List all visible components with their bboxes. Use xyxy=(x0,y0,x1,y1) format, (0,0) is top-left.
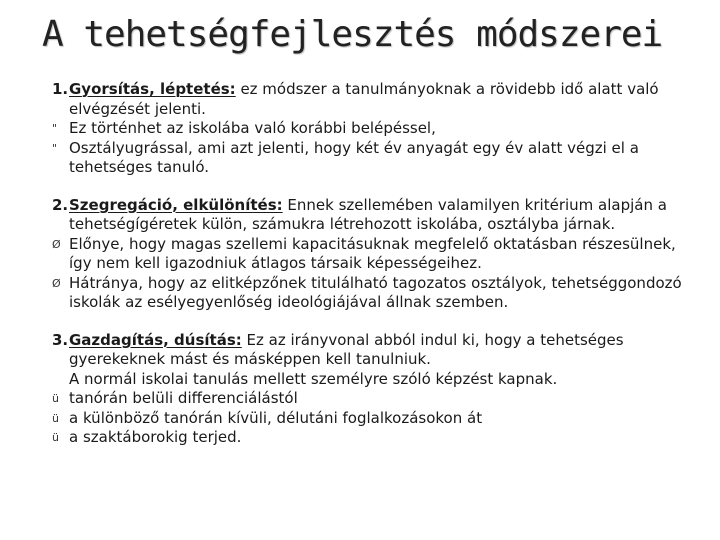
list-item-text: Osztályugrással, ami azt jelenti, hogy két év anyagát egy év alatt végzi el a tehetséges tanuló. xyxy=(69,138,639,176)
section-intro-text: Ennek szellemében valamilyen kritérium alapján a tehetségígéretek külön, számukra létrehozott iskolába, osztályba járnak. xyxy=(69,195,667,233)
section-continuation: A normál iskolai tanulás mellett személyre szóló képzést kapnak. xyxy=(69,369,558,388)
list-item-text: a szaktáborokig terjed. xyxy=(69,428,242,446)
section-1-intro xyxy=(52,80,702,119)
arrow-bullet-icon: Ø xyxy=(52,237,61,251)
list-item-text: a különböző tanórán kívüli, délutáni foglalkozásokon át xyxy=(69,408,483,427)
list-item xyxy=(52,139,702,178)
slide-title: A tehetségfejlesztés módszerei xyxy=(42,14,663,55)
section-heading: Gazdagítás, dúsítás: xyxy=(69,330,242,349)
section-number: 1. xyxy=(52,80,69,98)
slide-body xyxy=(52,80,702,448)
list-item xyxy=(52,428,702,448)
section-number: 2. xyxy=(52,195,69,214)
bullet-icon: " xyxy=(52,122,58,135)
bullet-icon: " xyxy=(52,141,58,155)
list-item-text: Előnye, hogy magas szellemi kapacitásuknak megfelelő oktatásban részesülnek, így nem kell igazodniuk átlagos társaik képességeihez. xyxy=(69,234,676,272)
checkmark-bullet-icon: ü xyxy=(52,431,59,444)
arrow-bullet-icon: Ø xyxy=(52,276,61,290)
list-item xyxy=(52,389,702,409)
list-item-text: Ez történhet az iskolába való korábbi belépéssel, xyxy=(69,119,436,137)
list-item xyxy=(52,274,702,313)
list-item-text: tanórán belüli differenciálástól xyxy=(69,389,298,407)
checkmark-bullet-icon: ü xyxy=(52,411,59,425)
section-heading: Szegregáció, elkülönítés: xyxy=(69,195,283,214)
section-number: 3. xyxy=(52,330,69,349)
section-intro-text: ez módszer a tanulmányoknak a rövidebb idő alatt való elvégzését jelenti. xyxy=(69,80,659,118)
section-intro-text: Ez az irányvonal abból indul ki, hogy a tehetséges gyerekeknek mást és másképpen kell tanulniuk. xyxy=(69,330,624,368)
section-2-intro xyxy=(52,196,702,235)
section-heading: Gyorsítás, léptetés: xyxy=(69,80,236,98)
list-item-text: Hátránya, hogy az elitképzőnek titulálható tagozatos osztályok, tehetséggondozó iskolák az esélyegyenlőség ideológiájával állnak szemben. xyxy=(69,273,682,311)
checkmark-bullet-icon: ü xyxy=(52,392,59,405)
list-item xyxy=(52,119,702,139)
section-3-intro xyxy=(52,331,702,370)
list-item xyxy=(52,409,702,429)
list-item xyxy=(52,235,702,274)
